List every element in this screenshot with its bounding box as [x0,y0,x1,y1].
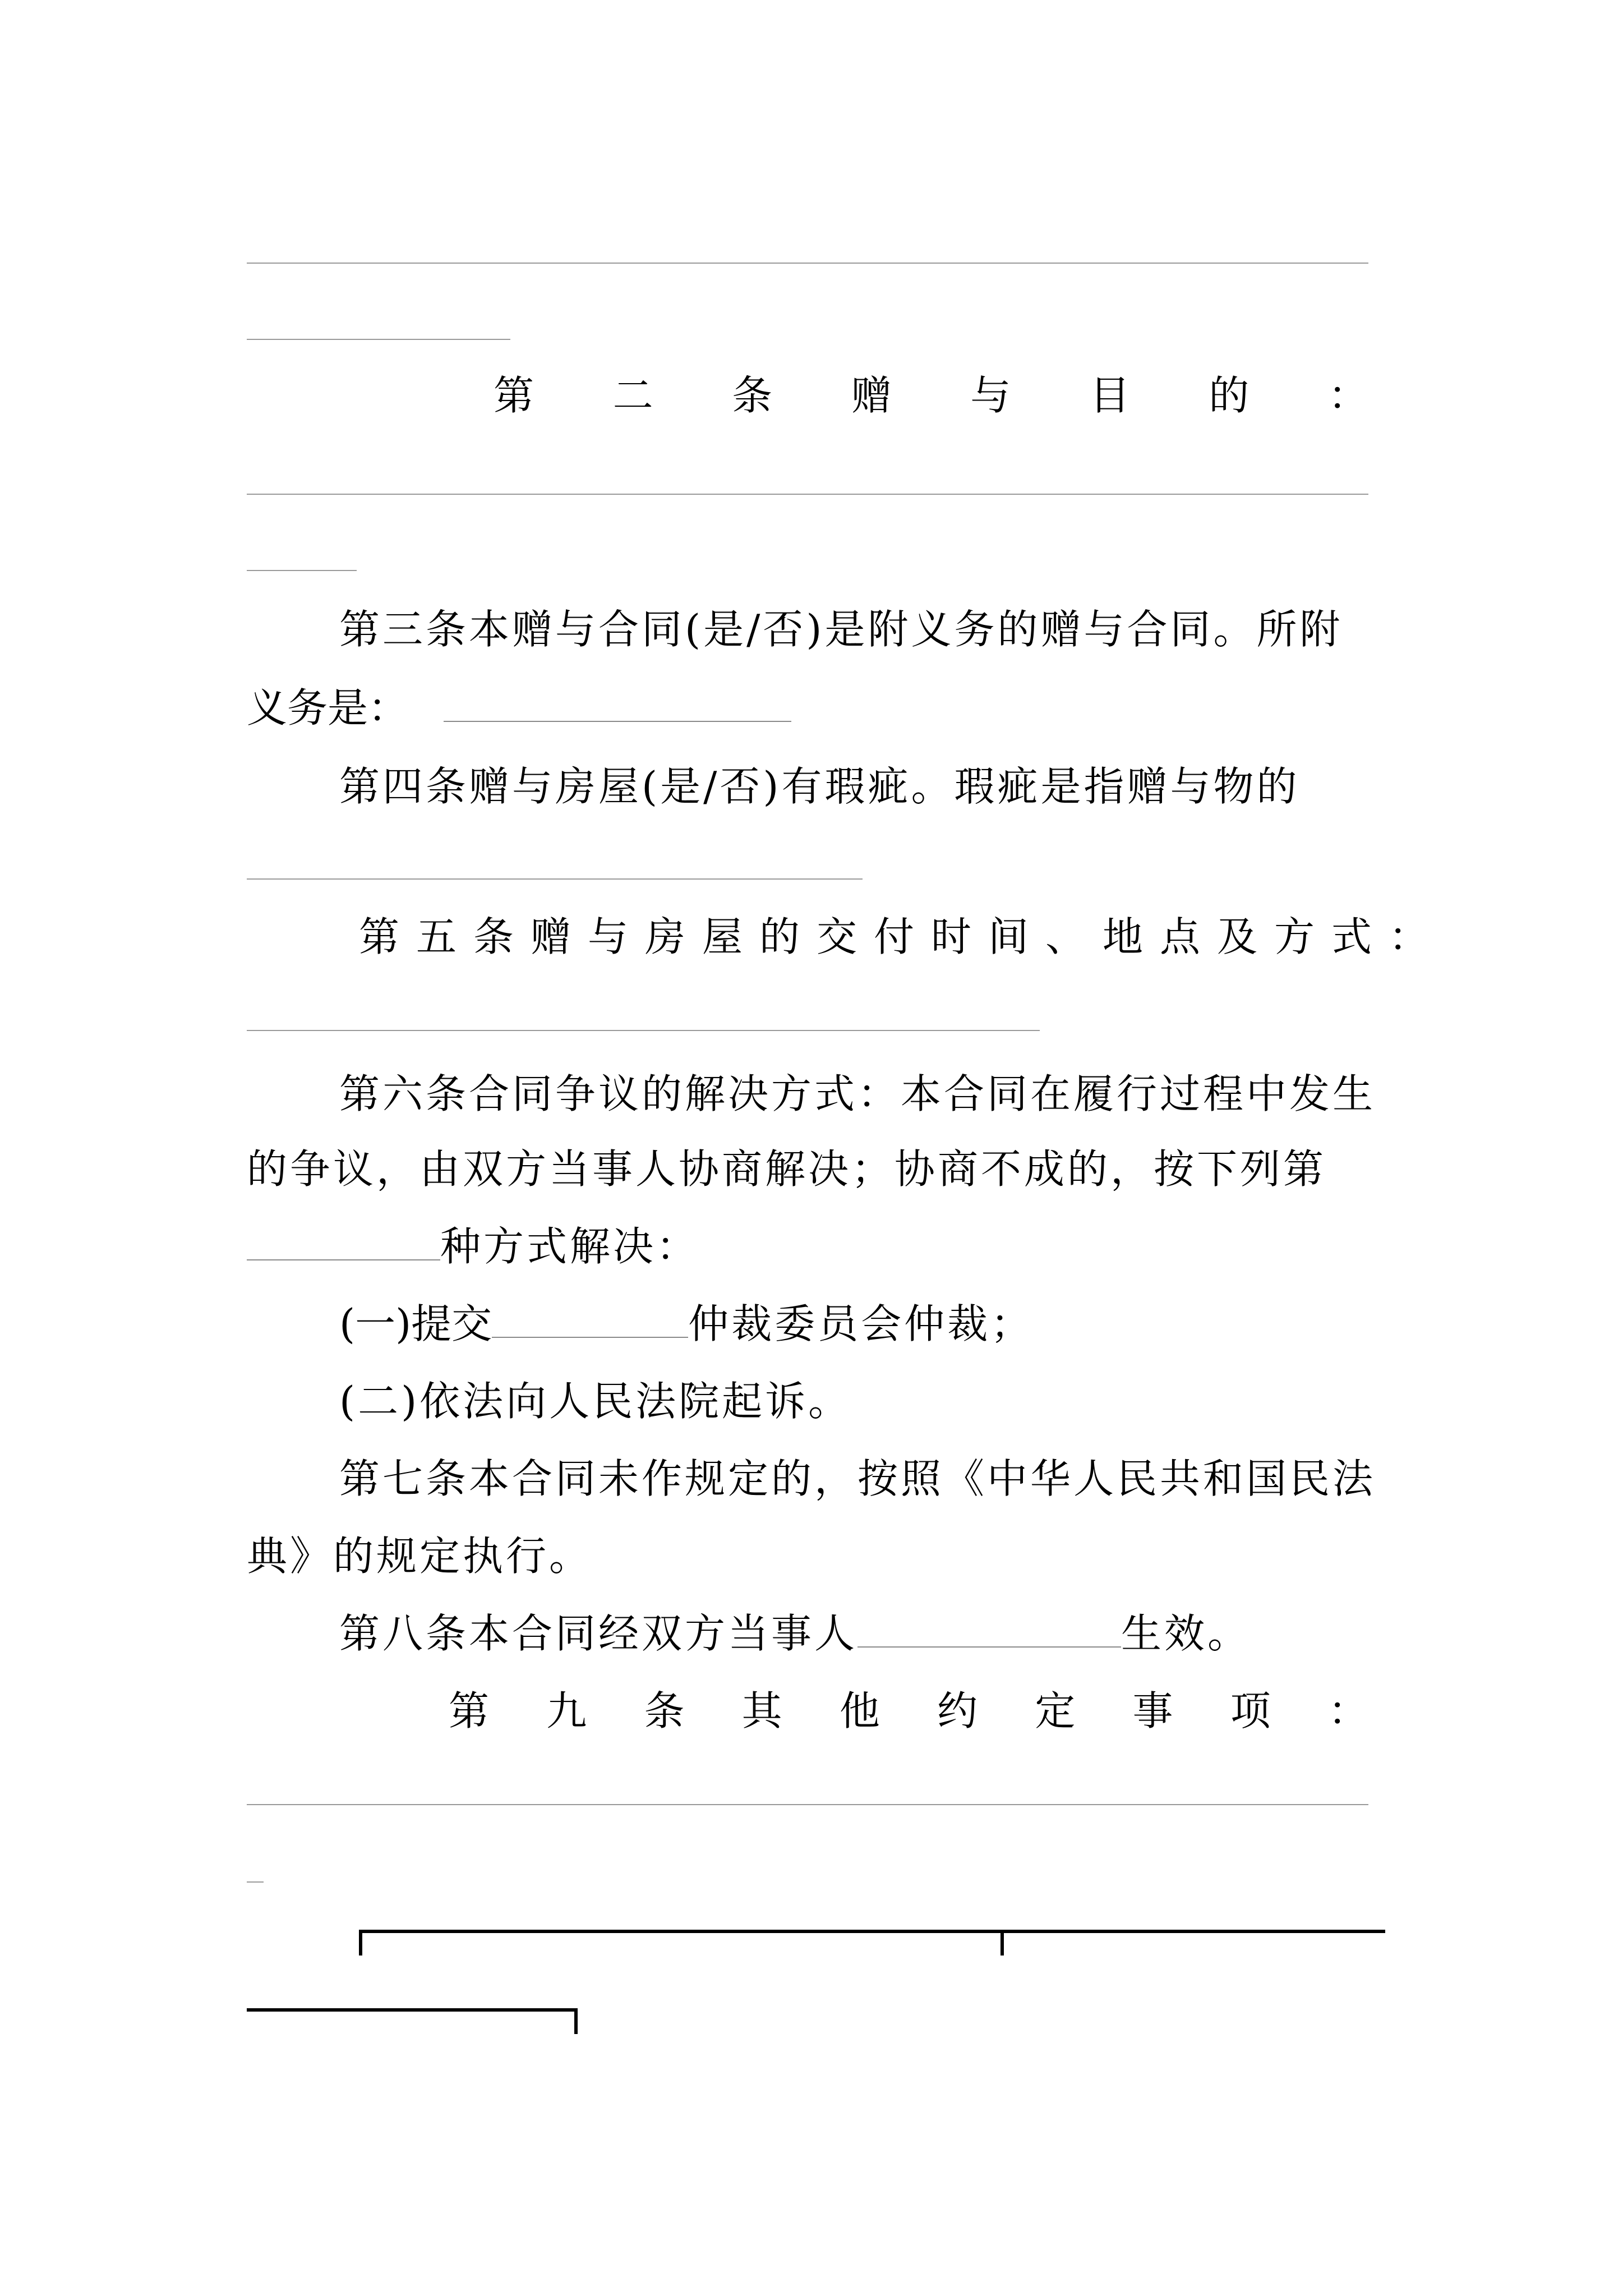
article-8-prefix: 第八条本合同经双方当事人 [339,1610,858,1657]
fill-line [247,570,357,571]
article-2-char: 与 [970,372,1011,419]
article-9-char: 第 [449,1687,490,1734]
fill-line [247,339,510,340]
fill-line [247,1804,1368,1805]
article-9-char: 九 [546,1687,587,1734]
option-1-suffix: 仲裁委员会仲裁； [688,1300,1034,1347]
article-2-char: 的 [1209,372,1249,419]
table-border-bottom [247,2008,578,2012]
article-2-char: 目 [1089,372,1130,419]
article-8 [339,1605,1251,1662]
article-3-line-2 [247,680,791,736]
article-9-char: 条 [644,1687,685,1734]
article-9-char: 事 [1132,1687,1173,1734]
article-6-option-2: (二)依法向人民法院起诉。 [339,1378,852,1425]
article-2-char: ： [1327,372,1368,419]
option-1-prefix: (一)提交 [339,1300,492,1347]
article-6-line-2: 的争议，由双方当事人协商解决；协商不成的，按下列第 [247,1145,1327,1193]
article-2-char: 第 [494,372,534,419]
article-9-char: 他 [839,1687,880,1734]
article-6-line-3 [247,1218,699,1274]
table-border-divider [1000,1930,1004,1955]
fill-line [247,263,1368,264]
article-6-line-3-text: 种方式解决： [440,1223,700,1270]
article-5-line-1: 第五条赠与房屋的交付时间、地点及方式： [359,913,1446,960]
table-border-top [359,1930,1385,1933]
article-8-suffix: 生效。 [1121,1610,1251,1657]
article-9-char: ： [1327,1687,1368,1734]
method-number-blank[interactable] [247,1220,440,1260]
article-2-char: 条 [732,372,773,419]
article-9-heading [449,1683,1368,1739]
effective-condition-blank[interactable] [857,1607,1121,1648]
article-7-line-1: 第七条本合同未作规定的，按照《中华人民共和国民法 [339,1455,1376,1502]
fill-line [247,1881,264,1883]
article-4-line-1: 第四条赠与房屋(是/否)有瑕疵。瑕疵是指赠与物的 [339,763,1300,810]
fill-line [247,1030,1040,1031]
fill-line [247,494,1368,495]
article-9-char: 约 [937,1687,978,1734]
fill-line [247,878,863,880]
article-2-char: 二 [612,372,653,419]
article-6-line-1: 第六条合同争议的解决方式：本合同在履行过程中发生 [339,1070,1376,1117]
obligation-blank[interactable] [444,682,791,722]
article-2-char: 赠 [851,372,892,419]
article-9-char: 定 [1035,1687,1076,1734]
article-9-char: 其 [741,1687,782,1734]
article-3-prefix: 义务是： [247,684,409,731]
table-border-corner-right [574,2008,578,2034]
article-6-option-1 [339,1296,1034,1352]
article-3-line-1: 第三条本赠与合同(是/否)是附义务的赠与合同。所附 [339,606,1343,653]
article-2-heading [494,367,1368,424]
article-7-line-2: 典》的规定执行。 [247,1533,593,1580]
article-9-char: 项 [1230,1687,1271,1734]
arbitration-committee-blank[interactable] [492,1297,688,1338]
table-border-corner-left [359,1930,362,1955]
